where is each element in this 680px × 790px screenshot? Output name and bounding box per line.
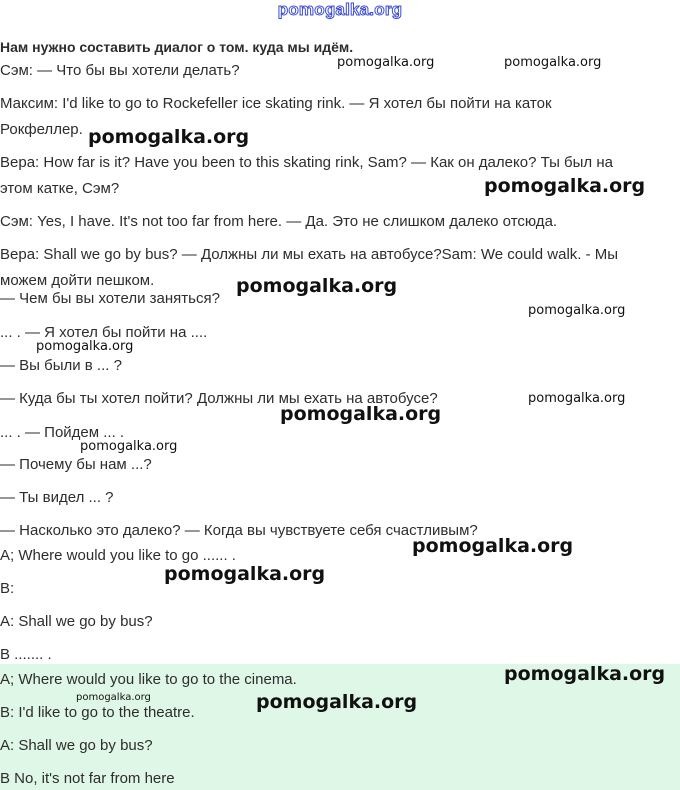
watermark: pomogalka.org (528, 303, 626, 318)
watermark: pomogalka.org (280, 403, 442, 425)
dialog-line: — Вы были в ... ? (0, 357, 122, 374)
dialog-line: B: (0, 580, 15, 597)
dialog-line: можем дойти пешком. (0, 272, 155, 289)
dialog-line: Вера: Shall we go by bus? — Должны ли мы ехать на автобусе?Sam: We could walk. - Мы (0, 246, 619, 263)
heading: Нам нужно составить диалог о том. куда мы идём. (0, 39, 354, 55)
watermark: pomogalka.org (256, 691, 418, 713)
dialog-line: A; Where would you like to go ...... . (0, 547, 236, 564)
watermark: pomogalka.org (504, 663, 666, 685)
watermark: pomogalka.org (164, 563, 326, 585)
watermark: pomogalka.org (504, 55, 602, 70)
watermark: pomogalka.org (337, 55, 435, 70)
dialog-line: Сэм: Yes, I have. It's not too far from here. — Да. Это не слишком далеко отсюда. (0, 213, 558, 230)
dialog-line: ... . — Пойдем ... . (0, 424, 125, 441)
site-watermark: pomogalka.org (277, 0, 403, 19)
watermark: pomogalka.org (528, 391, 626, 406)
dialog-line: ... . — Я хотел бы пойти на .... (0, 324, 208, 341)
dialog-line: B ....... . (0, 646, 52, 663)
dialog-line: — Ты видел ... ? (0, 489, 114, 506)
watermark: pomogalka.org (76, 692, 151, 703)
answer-line: A: Shall we go by bus? (0, 737, 153, 754)
dialog-line: A: Shall we go by bus? (0, 613, 153, 630)
answer-line: B: I'd like to go to the theatre. (0, 704, 195, 721)
dialog-line: Рокфеллер. (0, 121, 83, 138)
dialog-line: Максим: I'd like to go to Rockefeller ice skating rink. — Я хотел бы пойти на каток (0, 95, 552, 112)
answer-line: B No, it's not far from here (0, 770, 175, 787)
dialog-line: — Чем бы вы хотели заняться? (0, 290, 220, 307)
dialog-line: — Почему бы нам ...? (0, 456, 152, 473)
dialog-line: — Насколько это далеко? — Когда вы чувствуете себя счастливым? (0, 522, 478, 539)
watermark: pomogalka.org (36, 339, 134, 354)
dialog-line: Вера: How far is it? Have you been to this skating rink, Sam? — Как он далеко? Ты был на (0, 154, 613, 171)
watermark: pomogalka.org (88, 126, 250, 148)
watermark: pomogalka.org (484, 175, 646, 197)
watermark: pomogalka.org (412, 535, 574, 557)
dialog-line: этом катке, Сэм? (0, 180, 120, 197)
dialog-line: Сэм: — Что бы вы хотели делать? (0, 62, 240, 79)
dialog-line: — Куда бы ты хотел пойти? Должны ли мы ехать на автобусе? (0, 390, 438, 407)
watermark: pomogalka.org (80, 439, 178, 454)
answer-line: A; Where would you like to go to the cinema. (0, 671, 297, 688)
watermark: pomogalka.org (236, 275, 398, 297)
